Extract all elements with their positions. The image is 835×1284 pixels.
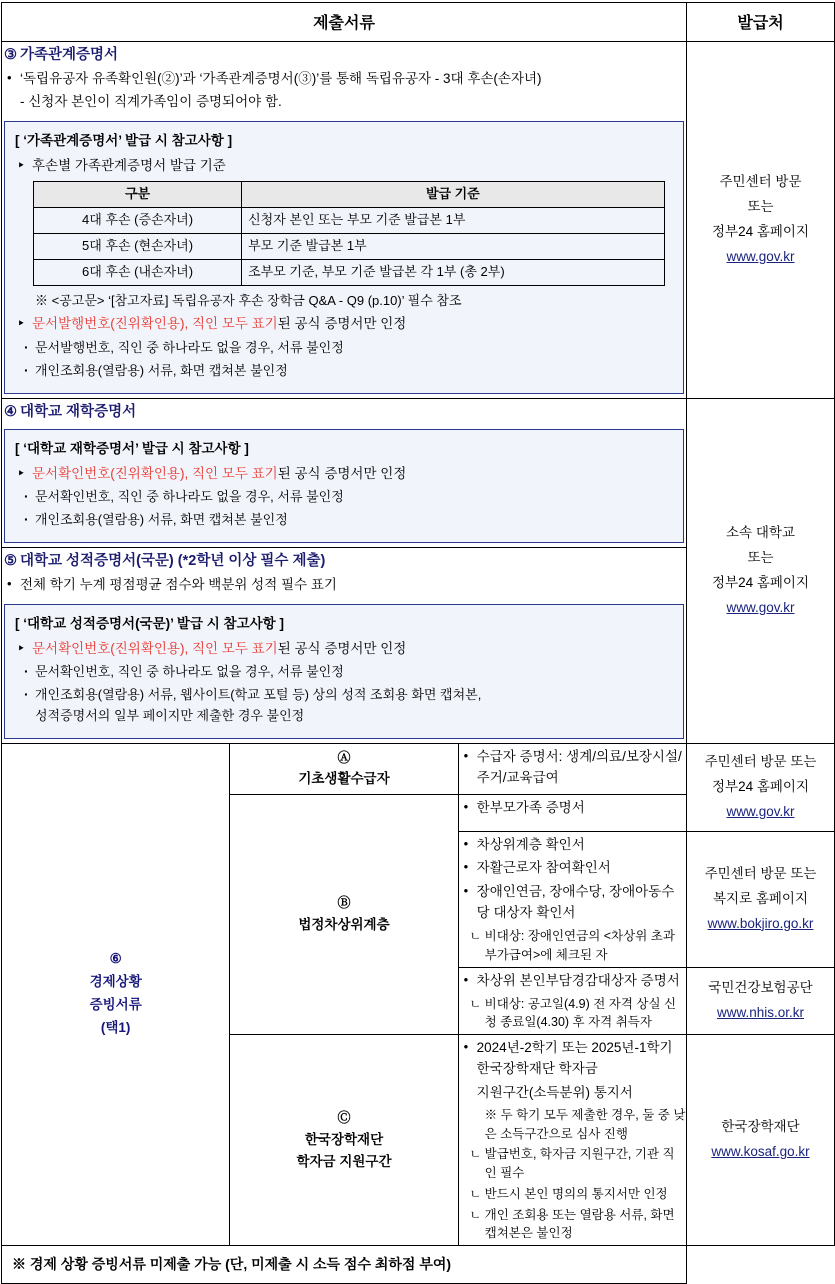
note-arrow-item-red: [15, 313, 673, 335]
category-label-line1: 한국장학재단: [304, 1131, 384, 1147]
sub-note: ㄴ 비대상: 장애인연금의 <차상위 초과 부가급여>에 체크된 자: [459, 927, 686, 965]
item-list: [463, 798, 686, 819]
note-dot-line1: 개인조회용(열람용) 서류, 웹사이트(학교 포털 등) 상의 성적 조회용 화면 캡쳐본,: [35, 687, 482, 702]
sub-note: ㄴ 비대상: 공고일(4.9) 전 자격 상실 신청 종료일(4.30) 후 자격 취득자: [459, 995, 686, 1033]
category-label-text: 기초생활수급자: [298, 771, 390, 787]
section-title-transcript: [4, 549, 686, 570]
issuer-link-gov24[interactable]: www.gov.kr: [726, 248, 795, 264]
economic-footer-note: ※ 경제 상황 증빙서류 미제출 가능 (단, 미제출 시 소득 점수 최하점 부여): [2, 1246, 687, 1284]
list-item: • 수급자 증명서: 생계/의료/보장시설/주거/교육급여: [463, 747, 686, 789]
family-cert-note-box: [4, 121, 684, 394]
table-header-row: [2, 3, 835, 42]
note-dot-item: · 문서확인번호, 직인 중 하나라도 없을 경우, 서류 불인정: [15, 487, 673, 508]
list-item: • 2024년-2학기 또는 2025년-1학기 한국장학재단 학자금: [463, 1038, 686, 1080]
table-cell: 신청자 본인 또는 부모 기준 발급본 1부: [242, 208, 665, 234]
category-items-kosaf: [458, 1035, 686, 1246]
category-label-line2: 학자금 지원구간: [296, 1153, 392, 1169]
issuer-link-gov24[interactable]: www.gov.kr: [726, 803, 795, 819]
category-items-near-poverty-confirm: [458, 831, 686, 967]
note-dot-item: · 문서발행번호, 직인 중 하나라도 없을 경우, 서류 불인정: [15, 338, 673, 359]
category-label-near-poverty: [230, 794, 458, 1034]
item-list: [463, 835, 686, 925]
inner-table-body: [34, 208, 665, 286]
issuer-line: 한국장학재단: [721, 1119, 800, 1135]
red-emphasis-text: 문서발행번호(진위확인용), 직인 모두 표기: [32, 316, 278, 332]
list-item: • ‘독립유공자 유족확인원(②)’과 ‘가족관계증명서(③)’를 통해 독립유공자 - 3대 후손(손자녀): [6, 69, 686, 90]
section-title-text: 대학교 재학증명서: [20, 403, 137, 420]
table-cell: 부모 기준 발급본 1부: [242, 234, 665, 260]
inner-col-criteria: 발급 기준: [242, 182, 665, 208]
section-marker: ③: [4, 47, 17, 63]
section-title-enrollment-cert: [4, 400, 686, 421]
section-title-line1: 경제상황: [89, 974, 142, 990]
category-items-basic-livelihood: [458, 743, 686, 794]
section-title-line2: 증빙서류: [89, 997, 142, 1013]
issuer-line: 또는: [747, 198, 774, 214]
section-transcript: [2, 547, 687, 743]
category-marker: Ⓒ: [337, 1110, 351, 1126]
issuer-link-gov24[interactable]: www.gov.kr: [726, 599, 795, 615]
sub-note: ㄴ 반드시 본인 명의의 통지서만 인정: [459, 1185, 686, 1204]
issuer-line: 정부24 홈페이지: [711, 778, 809, 794]
header-issuer: 발급처: [687, 3, 835, 42]
table-cell: 조부모 기준, 부모 기준 발급본 각 1부 (총 2부): [242, 259, 665, 285]
table-header-row: [34, 182, 665, 208]
note-arrow-item: ‣ 후손별 가족관계증명서 발급 기준: [15, 155, 673, 177]
issuer-link-bokjiro[interactable]: www.bokjiro.go.kr: [707, 915, 814, 931]
issuer-link-nhis[interactable]: www.nhis.or.kr: [716, 1004, 805, 1020]
issuer-kosaf: [687, 1035, 835, 1246]
header-documents: 제출서류: [2, 3, 687, 42]
issuer-line: 또는: [747, 549, 774, 565]
section-marker: ④: [4, 403, 17, 420]
issuer-line: 주민센터 방문: [719, 173, 802, 189]
issuer-family-cert: [687, 42, 835, 399]
category-label-kosaf: [230, 1035, 458, 1246]
inner-table-header: [34, 182, 665, 208]
enrollment-cert-note-box: [4, 429, 684, 543]
table-row: [2, 1246, 835, 1284]
issuer-university: [687, 398, 835, 743]
section-enrollment-cert: [2, 398, 687, 547]
section-label-economic: [2, 743, 230, 1246]
section-marker: ⑤: [4, 552, 17, 569]
category-items-copay-reduction: [458, 967, 686, 1034]
note-dot-item: · 개인조회용(열람용) 서류, 화면 캡쳐본 불인정: [15, 510, 673, 531]
arrow-tail-text: 된 공식 증명서만 인정: [277, 640, 407, 656]
table-row: [34, 208, 665, 234]
section-marker: ⑥: [109, 951, 122, 967]
note-arrow-item-red: [15, 463, 673, 485]
red-emphasis-text: 문서확인번호(진위확인용), 직인 모두 표기: [32, 640, 278, 656]
category-marker: Ⓐ: [337, 749, 351, 765]
category-items-single-parent: [458, 794, 686, 831]
issuer-bokjiro: [687, 831, 835, 967]
note-box-title: [ ‘대학교 성적증명서(국문)’ 발급 시 참고사항 ]: [15, 615, 284, 631]
inner-col-category: 구분: [34, 182, 242, 208]
table-row: [2, 42, 835, 399]
list-item: • 전체 학기 누계 평점평균 점수와 백분위 성적 필수 표기: [6, 575, 686, 596]
table-body: [2, 42, 835, 1284]
issuer-line: 국민건강보험공단: [708, 979, 813, 995]
section-title-family-cert: [4, 43, 686, 64]
category-label-basic-livelihood: [230, 743, 458, 794]
note-box-title: [ ‘대학교 재학증명서’ 발급 시 참고사항 ]: [15, 440, 249, 456]
descendant-criteria-table: [33, 181, 665, 285]
note-reference: ※ <공고문> ‘[참고자료] 독립유공자 후손 장학금 Q&A - Q9 (p.10)’ 필수 참조: [35, 292, 462, 308]
transcript-bullets: [6, 575, 686, 596]
table-cell: 5대 후손 (현손자녀): [34, 234, 242, 260]
section-family-cert: [2, 42, 687, 399]
list-item: • 차상위 본인부담경감대상자 증명서: [463, 971, 686, 992]
item-list: [463, 971, 686, 992]
section-title-text: 가족관계증명서: [20, 47, 119, 63]
red-emphasis-text: 문서확인번호(진위확인용), 직인 모두 표기: [32, 465, 278, 481]
note-dot-item: · 개인조회용(열람용) 서류, 화면 캡쳐본 불인정: [15, 361, 673, 382]
table-header: [2, 3, 835, 42]
section-title-line3: (택1): [100, 1020, 131, 1036]
table-cell: 4대 후손 (증손자녀): [34, 208, 242, 234]
list-item: • 차상위계층 확인서: [463, 835, 686, 856]
family-cert-bullets: [6, 69, 686, 90]
arrow-tail-text: 된 공식 증명서만 인정: [277, 465, 407, 481]
arrow-tail-text: 된 공식 증명서만 인정: [277, 316, 407, 332]
issuer-line: 주민센터 방문 또는: [704, 865, 817, 881]
table-row: [2, 743, 835, 794]
star-note: ※ 두 학기 모두 제출한 경우, 둘 중 낮은 소득구간으로 심사 진행: [484, 1107, 686, 1141]
family-cert-bullet-cont: - 신청자 본인이 직계가족임이 증명되어야 함.: [20, 93, 282, 109]
issuer-line: 소속 대학교: [726, 524, 795, 540]
document-page: [0, 2, 835, 1284]
list-item: • 한부모가족 증명서: [463, 798, 686, 819]
issuer-line: 정부24 홈페이지: [711, 574, 809, 590]
table-row: [2, 398, 835, 547]
table-row: [34, 234, 665, 260]
sub-note: ㄴ 개인 조회용 또는 열람용 서류, 화면 캡쳐본은 불인정: [459, 1206, 686, 1244]
section-title-text: 대학교 성적증명서(국문) (*2학년 이상 필수 제출): [20, 552, 326, 569]
note-arrow-item-red: [15, 638, 673, 660]
sub-note: ㄴ 발급번호, 학자금 지원구간, 기관 직인 필수: [459, 1145, 686, 1183]
list-item: • 자활근로자 참여확인서: [463, 858, 686, 879]
note-dot-item: · 문서확인번호, 직인 중 하나라도 없을 경우, 서류 불인정: [15, 662, 673, 683]
issuer-line: 정부24 홈페이지: [711, 223, 809, 239]
category-label-text: 법정차상위계층: [298, 917, 390, 933]
note-dot-line2: 성적증명서의 일부 페이지만 제출한 경우 불인정: [35, 707, 305, 723]
note-dot-item: [15, 685, 673, 727]
item-list: [463, 747, 686, 789]
table-cell: 6대 후손 (내손자녀): [34, 259, 242, 285]
list-item: • 장애인연금, 장애수당, 장애아동수당 대상자 확인서: [463, 882, 686, 924]
issuer-line: 복지로 홈페이지: [712, 890, 809, 906]
category-marker: Ⓑ: [337, 895, 351, 911]
issuer-basic-livelihood: [687, 743, 835, 831]
table-row: [34, 259, 665, 285]
item-list: [463, 1038, 686, 1080]
transcript-note-box: [4, 604, 684, 739]
submission-documents-table: [1, 2, 835, 1284]
issuer-line: 주민센터 방문 또는: [704, 753, 817, 769]
issuer-link-kosaf[interactable]: www.kosaf.go.kr: [711, 1144, 810, 1160]
item-continuation: 지원구간(소득분위) 통지서: [476, 1084, 633, 1100]
note-box-title: [ ‘가족관계증명서’ 발급 시 참고사항 ]: [15, 132, 233, 148]
issuer-nhis: [687, 967, 835, 1034]
